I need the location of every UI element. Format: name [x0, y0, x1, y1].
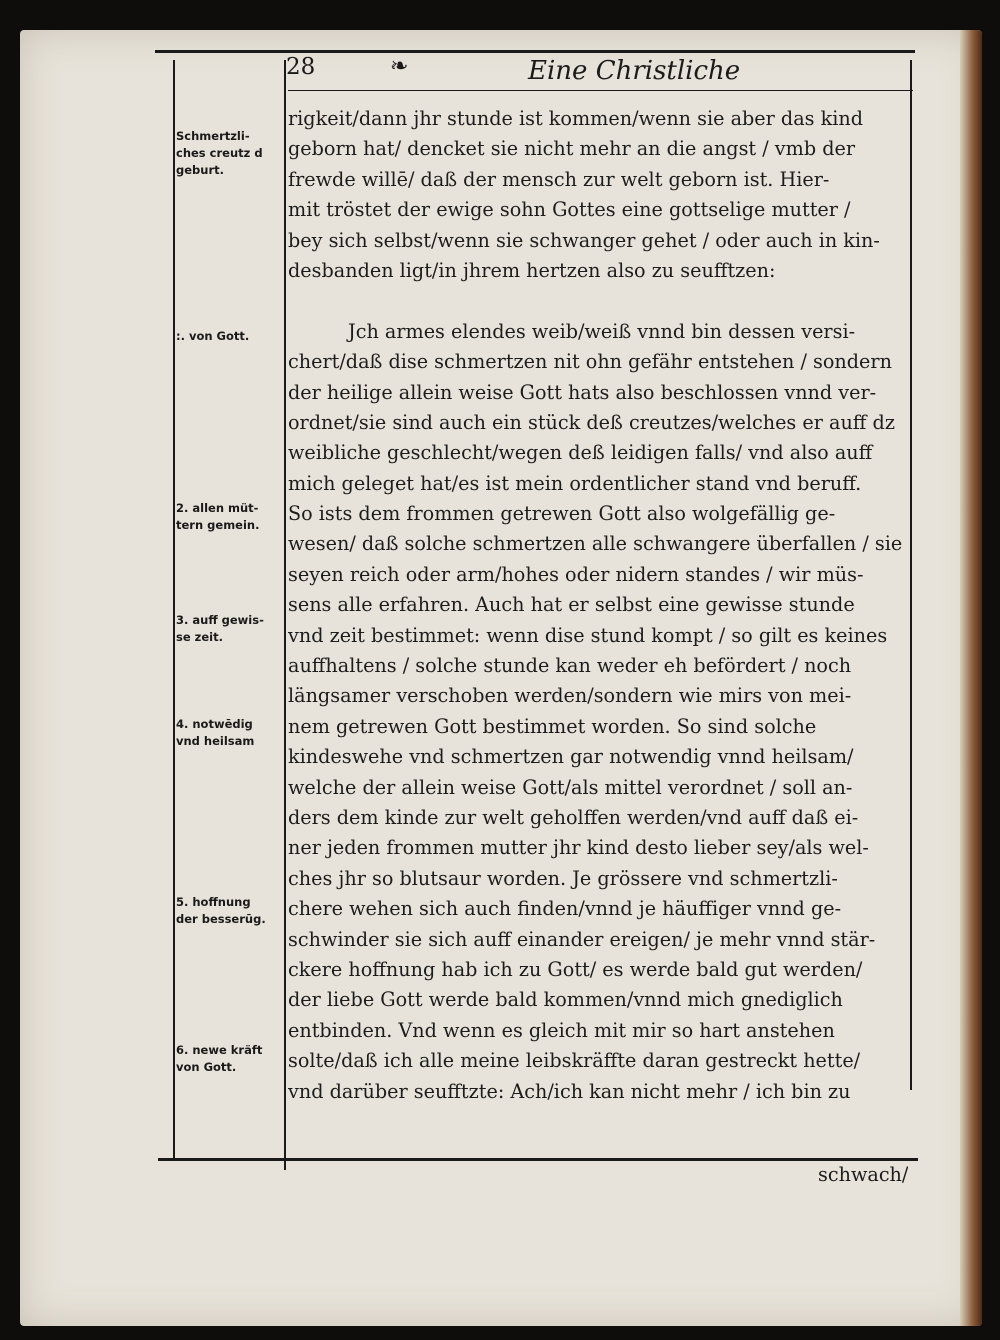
margin-note-line: 2. allen müt-: [176, 501, 259, 515]
bottom-rule: [158, 1158, 918, 1161]
text-line: rigkeit/dann jhr stunde ist kommen/wenn sie aber das kind: [288, 107, 863, 130]
margin-note-line: 5. hoffnung: [176, 895, 251, 909]
margin-note-2: [176, 328, 282, 345]
text-line: vnd darüber seufftzte: Ach/ich kan nicht mehr / ich bin zu: [288, 1079, 851, 1103]
text-line: chert/daß dise schmertzen nit ohn gefähr entstehen / sondern: [288, 350, 892, 374]
fleuron-icon: ❧: [390, 54, 409, 79]
margin-note-4: [176, 612, 282, 646]
text-line: schwinder sie sich auff einander ereigen/ je mehr vnnd stär-: [288, 927, 876, 951]
margin-note-line: 6. newe kräft: [176, 1043, 263, 1057]
text-line: desbanden ligt/in jhrem hertzen also zu seufftzen:: [288, 258, 776, 282]
catchword: schwach/: [818, 1163, 908, 1186]
margin-note-line: ches creutz d: [176, 146, 263, 160]
page-number: 28: [286, 54, 316, 80]
running-title: Eine Christliche: [528, 56, 741, 86]
margin-note-line: der besserūg.: [176, 912, 266, 926]
margin-note-line: 3. auff gewis-: [176, 613, 264, 627]
margin-note-5: [176, 716, 282, 750]
margin-note-1: [176, 128, 282, 179]
margin-note-line: vnd heilsam: [176, 734, 255, 748]
margin-note-rule: [284, 60, 286, 1170]
text-line: weibliche geschlecht/wegen deß leidigen falls/ vnd also auff: [288, 441, 873, 465]
margin-note-line: von Gott.: [176, 1060, 237, 1074]
text-line: längsamer verschoben werden/sondern wie mirs von mei-: [288, 684, 852, 708]
margin-note-7: [176, 1042, 282, 1076]
head-underline: [288, 90, 913, 91]
running-head: [278, 48, 918, 94]
text-line: ders dem kinde zur welt geholffen werden/vnd auff daß ei-: [288, 805, 859, 829]
margin-note-line: geburt.: [176, 163, 224, 177]
outer-margin-rule: [173, 60, 175, 1158]
text-line: ches jhr so blutsaur worden. Je grössere vnd schmertzli-: [288, 866, 838, 890]
body-text: [288, 104, 908, 1186]
text-line: welche der allein weise Gott/als mittel verordnet / soll an-: [288, 775, 853, 799]
text-line: nem getrewen Gott bestimmet worden. So sind solche: [288, 714, 817, 738]
text-line: vnd zeit bestimmet: wenn dise stund kompt / so gilt es keines: [288, 623, 888, 647]
text-line: auffhaltens / solche stunde kan weder eh befördert / noch: [288, 654, 852, 678]
paragraph-gap: [288, 286, 908, 316]
text-line: So ists dem frommen getrewen Gott also wolgefällig ge-: [288, 502, 836, 526]
text-line: ckere hoffnung hab ich zu Gott/ es werde bald gut werden/: [288, 957, 863, 981]
book-page: [20, 30, 982, 1326]
margin-note-line: se zeit.: [176, 630, 223, 644]
text-line: frewde willē/ daß der mensch zur welt geborn ist. Hier-: [288, 167, 830, 191]
book-gutter: [960, 30, 982, 1326]
text-line: Jch armes elendes weib/weiß vnnd bin dessen versi-: [348, 319, 856, 343]
text-line: geborn hat/ dencket sie nicht mehr an die angst / vmb der: [288, 137, 856, 161]
margin-note-line: 4. notwēdig: [176, 717, 253, 731]
text-line: der heilige allein weise Gott hats also beschlossen vnnd ver-: [288, 380, 877, 404]
text-line: mit tröstet der ewige sohn Gottes eine gottselige mutter /: [288, 198, 851, 222]
text-line: kindeswehe vnd schmertzen gar notwendig vnnd heilsam/: [288, 745, 854, 769]
text-line: ordnet/sie sind auch ein stück deß creutzes/welches er auff dz: [288, 410, 895, 434]
text-line: ner jeden frommen mutter jhr kind desto lieber sey/als wel-: [288, 836, 869, 860]
text-line: der liebe Gott werde bald kommen/vnnd mich gnediglich: [288, 988, 843, 1012]
text-line: mich geleget hat/es ist mein ordentlicher stand vnd beruff.: [288, 471, 862, 495]
margin-note-line: Schmertzli-: [176, 129, 250, 143]
text-block-right-rule: [910, 60, 912, 1090]
text-line: bey sich selbst/wenn sie schwanger gehet / oder auch in kin-: [288, 228, 880, 252]
margin-note-line: :. von Gott.: [176, 329, 250, 343]
margin-note-line: tern gemein.: [176, 518, 260, 532]
margin-note-3: [176, 500, 282, 534]
text-line: chere wehen sich auch finden/vnnd je häuffiger vnnd ge-: [288, 897, 842, 921]
text-line: seyen reich oder arm/hohes oder nidern standes / wir müs-: [288, 562, 864, 586]
margin-note-6: [176, 894, 282, 928]
text-line: solte/daß ich alle meine leibskräffte daran gestreckt hette/: [288, 1049, 861, 1073]
text-line: sens alle erfahren. Auch hat er selbst eine gewisse stunde: [288, 593, 855, 617]
text-line: wesen/ daß solche schmertzen alle schwangere überfallen / sie: [288, 532, 903, 556]
text-line: entbinden. Vnd wenn es gleich mit mir so hart anstehen: [288, 1018, 835, 1042]
